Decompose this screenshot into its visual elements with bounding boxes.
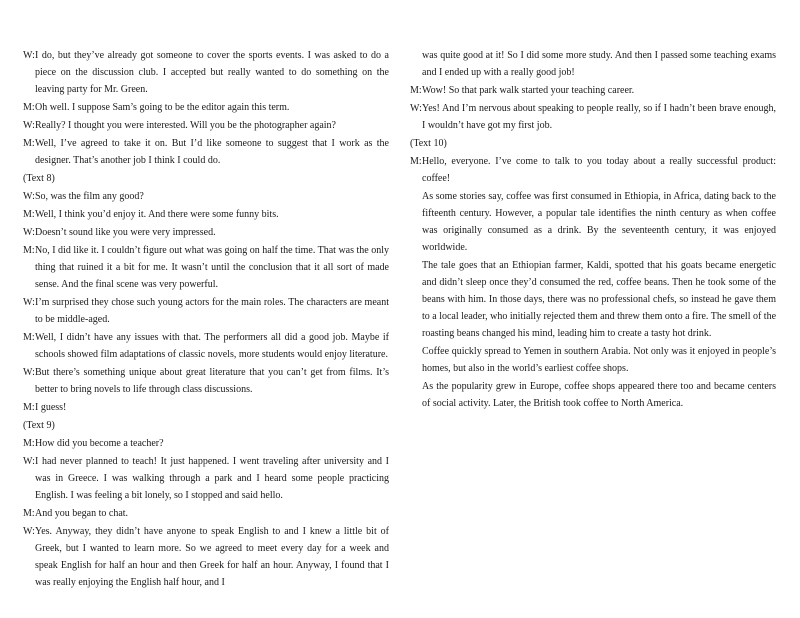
speaker-label: M: <box>23 245 35 256</box>
dialogue-line <box>23 47 389 98</box>
dialogue-text: And you began to chat. <box>35 508 129 519</box>
right-column <box>410 47 776 413</box>
dialogue-line <box>23 329 389 363</box>
section-heading: (Text 10) <box>410 138 447 149</box>
speaker-label: M: <box>23 402 35 413</box>
speaker-label: M: <box>23 102 35 113</box>
paragraph: The tale goes that an Ethiopian farmer, Kaldi, spotted that his goats became energetic and didn’t sleep once they’d consumed the red, coffee beans. Then he took some of the beans with him. In those days, there was no professional chefs, so instead he gave them to a local leader, who initially rejected them and threw them onto a fire. The smell of the roasting beans changed his mind, leading him to create a tasty hot drink. <box>422 260 777 339</box>
paragraph: Coffee quickly spread to Yemen in southern Arabia. Not only was it enjoyed in people’s homes, but also in the world’s earliest coffee shops. <box>422 346 776 374</box>
dialogue-line <box>23 505 389 522</box>
dialogue-line <box>23 523 389 591</box>
speaker-label: M: <box>410 85 422 96</box>
dialogue-line <box>23 117 389 134</box>
speaker-label: M: <box>410 156 422 167</box>
dialogue-line <box>410 153 776 187</box>
speaker-label: W: <box>23 526 35 537</box>
dialogue-text: Oh well. I suppose Sam’s going to be the editor again this term. <box>35 102 290 113</box>
dialogue-text: I guess! <box>35 402 67 413</box>
speaker-label: M: <box>23 209 35 220</box>
dialogue-line <box>23 453 389 504</box>
speaker-label: W: <box>23 456 35 467</box>
speaker-label: M: <box>23 332 35 343</box>
speaker-label: M: <box>23 138 35 149</box>
speaker-label: W: <box>23 367 35 378</box>
dialogue-line <box>410 100 776 134</box>
dialogue-text: Yes. Anyway, they didn’t have anyone to speak English to and I knew a little bit of Greek, but I wanted to learn more. So we agreed to meet every day for a week and speak English for half an hour and then Greek for half an hour. Anyway, I found that I was really enjoying the English half hour, and I <box>35 526 389 588</box>
dialogue-text: Well, I think you’d enjoy it. And there were some funny bits. <box>35 209 279 220</box>
dialogue-text: How did you become a teacher? <box>35 438 164 449</box>
dialogue-text: I had never planned to teach! It just happened. I went traveling after university and I was in Greece. I was walking through a park and I heard some people practicing English. I was feeling a bit lonely, so I stopped and said hello. <box>35 456 389 501</box>
speaker-label: W: <box>23 227 35 238</box>
speaker-label: W: <box>23 50 35 61</box>
speaker-label: W: <box>23 297 35 308</box>
speaker-label: W: <box>410 103 422 114</box>
section-heading: (Text 8) <box>23 173 55 184</box>
continuation-text: was quite good at it! So I did some more study. And then I passed some teaching exams and I ended up with a really good job! <box>422 50 776 78</box>
speaker-label: M: <box>23 508 35 519</box>
dialogue-text: I do, but they’ve already got someone to cover the sports events. I was asked to do a piece on the discussion club. I accepted but really wanted to do something on the leaving party for Mr. Green. <box>35 50 389 95</box>
dialogue-text: Doesn’t sound like you were very impressed. <box>35 227 216 238</box>
paragraph: As some stories say, coffee was first consumed in Ethiopia, in Africa, dating back to the fifteenth century. However, a popular tale identifies the ninth century as when coffee was originally consumed as a drink. By the seventeenth century, it was enjoyed worldwide. <box>422 191 776 253</box>
dialogue-text: Really? I thought you were interested. Will you be the photographer again? <box>35 120 336 131</box>
section-heading: (Text 9) <box>23 420 55 431</box>
dialogue-line <box>410 82 776 99</box>
dialogue-line <box>23 188 389 205</box>
dialogue-line <box>23 99 389 116</box>
dialogue-text: So, was the film any good? <box>35 191 144 202</box>
dialogue-line <box>23 294 389 328</box>
dialogue-line <box>23 206 389 223</box>
dialogue-line <box>23 364 389 398</box>
speaker-label: W: <box>23 120 35 131</box>
dialogue-text: Well, I’ve agreed to take it on. But I’d like someone to suggest that I work as the designer. That’s another job I think I could do. <box>35 138 389 166</box>
dialogue-text: Wow! So that park walk started your teaching career. <box>422 85 635 96</box>
dialogue-text: Well, I didn’t have any issues with that. The performers all did a good job. Maybe if schools showed film adaptations of classic novels, more students would enjoy literature. <box>35 332 389 360</box>
dialogue-text: Hello, everyone. I’ve come to talk to you today about a really successful product: coffee! <box>422 156 776 184</box>
dialogue-line <box>23 224 389 241</box>
dialogue-line <box>23 242 389 293</box>
dialogue-text: But there’s something unique about great literature that you can’t get from films. It’s better to bring novels to life through class discussions. <box>35 367 389 395</box>
dialogue-line <box>23 399 389 416</box>
dialogue-line <box>23 135 389 169</box>
dialogue-text: No, I did like it. I couldn’t figure out what was going on half the time. That was the only thing that ruined it a bit for me. It wasn’t until the conclusion that it all sort of made sense. And the final scene was very powerful. <box>35 245 390 290</box>
speaker-label: W: <box>23 191 35 202</box>
dialogue-text: Yes! And I’m nervous about speaking to people really, so if I hadn’t been brave enough, I wouldn’t have got my first job. <box>422 103 776 131</box>
speaker-label: M: <box>23 438 35 449</box>
paragraph: As the popularity grew in Europe, coffee shops appeared there too and became centers of social activity. Later, the British took coffee to North America. <box>422 381 776 409</box>
dialogue-line <box>23 435 389 452</box>
dialogue-text: I’m surprised they chose such young actors for the main roles. The characters are meant to be middle-aged. <box>35 297 389 325</box>
left-column <box>23 47 389 592</box>
